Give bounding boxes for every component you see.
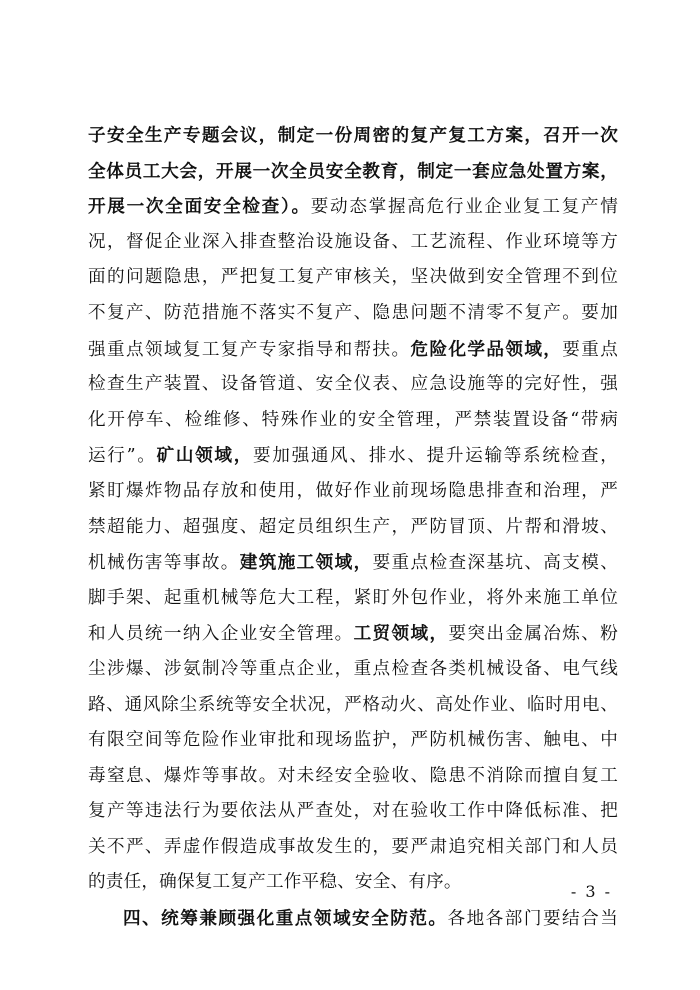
- bold-text-segment: 危险化学品领域，: [410, 338, 563, 360]
- text-line: [88, 189, 618, 225]
- text-line: [88, 154, 618, 190]
- text-segment: 面的问题隐患，严把复工复产审核关，坚决做到安全管理不到位: [88, 267, 618, 288]
- text-line: [88, 830, 618, 866]
- text-segment: 复产等违法行为要依法从严查处，对在验收工作中降低标准、把: [88, 801, 618, 822]
- bold-text-segment: 工贸领域，: [353, 623, 449, 645]
- text-segment: 路、通风除尘系统等安全状况，严格动火、高处作业、临时用电、: [88, 694, 618, 715]
- text-segment: 检查生产装置、设备管道、安全仪表、应急设施等的完好性，强: [88, 374, 618, 395]
- text-line: [88, 296, 618, 332]
- text-segment: 况，督促企业深入排查整治设施设备、工艺流程、作业环境等方: [88, 231, 618, 252]
- bold-text-segment: 矿山领域，: [156, 445, 254, 467]
- text-segment: 紧盯爆炸物品存放和使用，做好作业前现场隐患排查和治理，严: [88, 480, 618, 501]
- text-line: [88, 332, 618, 368]
- text-line: [88, 616, 618, 652]
- text-line: [88, 901, 618, 937]
- text-segment: 的责任，确保复工复产工作平稳、安全、有序。: [88, 872, 462, 893]
- bold-text-segment: 开展一次全面安全检查）。: [88, 196, 311, 218]
- text-segment: 各地各部门要结合当: [447, 909, 618, 930]
- text-segment: 毒窒息、爆炸等事故。对未经安全验收、隐患不消除而擅自复工: [88, 765, 618, 786]
- text-line: [88, 545, 618, 581]
- text-line: [88, 581, 618, 617]
- text-segment: 禁超能力、超强度、超定员组织生产，严防冒顶、片帮和滑坡、: [88, 516, 618, 537]
- text-segment: 化开停车、检维修、特殊作业的安全管理，严禁装置设备“带病: [88, 409, 618, 430]
- text-segment: 关不严、弄虚作假造成事故发生的，要严肃追究相关部门和人员: [88, 836, 618, 857]
- text-line: [88, 260, 618, 296]
- text-line: [88, 723, 618, 759]
- text-segment: 尘涉爆、涉氨制冷等重点企业，重点检查各类机械设备、电气线: [88, 658, 618, 679]
- text-line: [88, 367, 618, 403]
- text-segment: 要动态掌握高危行业企业复工复产情: [310, 197, 619, 218]
- text-segment: 要加强通风、排水、提升运输等系统检查，: [253, 446, 618, 467]
- text-segment: 运行”。: [88, 446, 157, 467]
- text-segment: 强重点领域复工复产专家指导和帮扶。: [88, 339, 411, 360]
- text-line: [88, 118, 618, 154]
- text-line: [88, 688, 618, 724]
- text-line: [88, 510, 618, 546]
- text-segment: 脚手架、起重机械等危大工程，紧盯外包作业，将外来施工单位: [88, 587, 618, 608]
- text-segment: 有限空间等危险作业审批和现场监护，严防机械伤害、触电、中: [88, 730, 618, 751]
- document-body: [88, 118, 618, 937]
- text-segment: 要重点检查深基坑、高支模、: [372, 553, 618, 574]
- bold-text-segment: 子安全生产专题会议，制定一份周密的复产复工方案，召开一次: [88, 125, 618, 146]
- text-segment: 机械伤害等事故。: [88, 553, 240, 574]
- bold-text-segment: 建筑施工领域，: [239, 552, 373, 574]
- text-segment: 要突出金属冶炼、粉: [448, 624, 618, 645]
- page-number: - 3 -: [570, 882, 612, 901]
- text-line: [88, 474, 618, 510]
- text-line: [88, 438, 618, 474]
- bold-text-segment: 全体员工大会，开展一次全员安全教育，制定一套应急处置方案，: [88, 160, 618, 182]
- text-line: [88, 794, 618, 830]
- text-segment: 和人员统一纳入企业安全管理。: [88, 624, 354, 645]
- text-line: [88, 403, 618, 439]
- text-line: [88, 865, 618, 901]
- text-line: [88, 652, 618, 688]
- text-segment: 要重点: [562, 339, 618, 360]
- text-line: [88, 759, 618, 795]
- bold-text-segment: 四、统筹兼顾强化重点领域安全防范。: [123, 908, 448, 930]
- text-segment: 不复产、防范措施不落实不复产、隐患问题不清零不复产。要加: [88, 302, 618, 323]
- text-line: [88, 225, 618, 261]
